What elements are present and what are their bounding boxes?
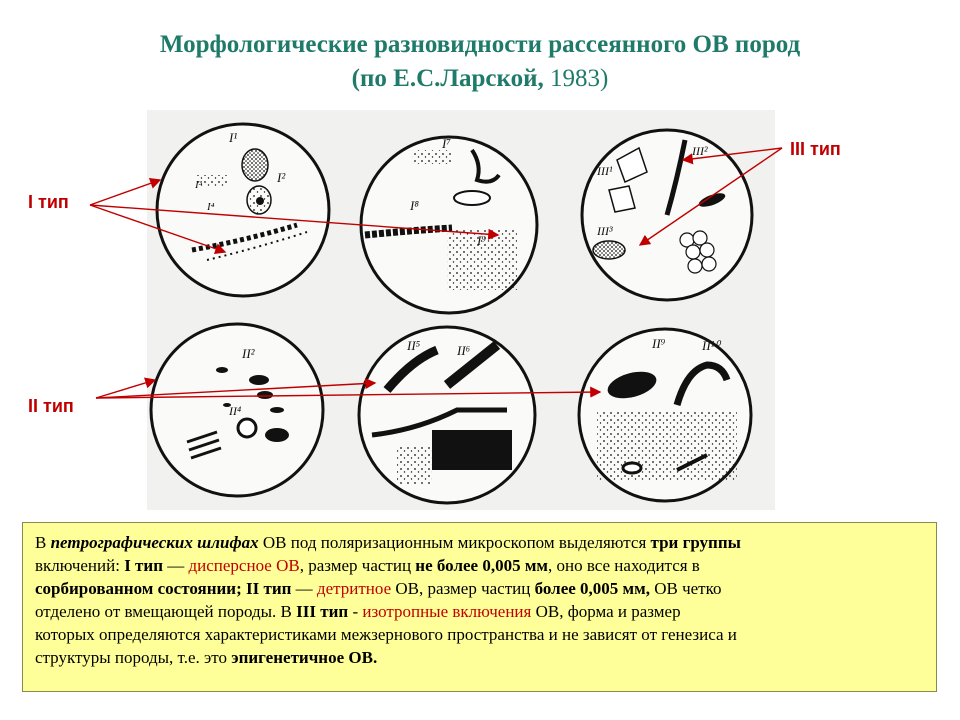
caption-emphasis: петрографических шлифах [50, 533, 259, 552]
circle-1-label-3: I³ [195, 179, 202, 191]
circle-4-label-4: II⁴ [229, 404, 242, 418]
caption-text: - [348, 602, 363, 621]
caption-highlight: изотропные включения [362, 602, 532, 621]
circle-4-label-2: II² [242, 346, 255, 361]
circle-2-label-9: I⁹ [477, 233, 486, 248]
caption-line-5: которых определяются характеристиками межзернового пространства и не зависят от генезиса и [35, 625, 737, 644]
caption-line-4 [35, 600, 926, 623]
caption-text: , оно все находится в [547, 556, 700, 575]
arrow-type1-a [90, 180, 160, 205]
circle-2-label-8: I⁸ [410, 198, 419, 213]
caption-highlight: детритное [316, 579, 392, 598]
caption-line-1 [35, 531, 926, 554]
circle-1-label-4: I⁴ [207, 201, 215, 213]
circle-3-label-3: III³ [597, 224, 613, 238]
label-type-2: II тип [28, 396, 74, 416]
caption-text: структуры породы, т.е. это [35, 648, 232, 667]
circle-6-label-10: II¹⁰ [702, 338, 720, 353]
caption-highlight: дисперсное ОВ [188, 556, 300, 575]
caption-line-6 [35, 646, 926, 669]
circle-1-label-2: I² [277, 170, 286, 185]
circle-2-label-7: I⁷ [442, 136, 451, 151]
caption-bold: не более 0,005 мм [415, 556, 548, 575]
circle-3-label-1: III¹ [597, 164, 613, 178]
circle-5-label-5: II⁵ [407, 338, 421, 353]
caption-text: В [35, 533, 51, 552]
circle-5-label-6: II⁶ [457, 343, 471, 358]
caption-text: , размер частиц [299, 556, 416, 575]
label-type-1: I тип [28, 192, 69, 212]
caption-text: ОВ, форма и размер [531, 602, 681, 621]
circle-1-label-1: I¹ [229, 130, 238, 145]
arrow-type1-c [90, 205, 225, 252]
caption-text: — [291, 579, 317, 598]
caption-text: — [163, 556, 189, 575]
caption-bold: три группы [650, 533, 741, 552]
label-type-3: III тип [790, 139, 841, 159]
caption-box [22, 522, 937, 692]
caption-bold: сорбированном состоянии; II тип [35, 579, 292, 598]
caption-line-3 [35, 577, 926, 600]
caption-line-2 [35, 554, 926, 577]
caption-text: ОВ под поляризационным микроскопом выделяются [258, 533, 651, 552]
caption-bold: более 0,005 мм, [534, 579, 650, 598]
title-author: (по Е.С.Ларской, [351, 65, 544, 92]
title-year: 1983) [550, 65, 609, 92]
caption-text: отделено от вмещающей породы. В [35, 602, 297, 621]
arrow-type1-b [90, 205, 498, 235]
caption-text: включений: [35, 556, 125, 575]
caption-bold: эпигенетичное ОВ. [231, 648, 378, 667]
circle-3-label-2: III² [692, 144, 708, 158]
caption-bold: I тип [124, 556, 163, 575]
title-line-1: Морфологические разновидности рассеянного ОВ пород [159, 31, 801, 58]
arrow-type3-b [640, 148, 782, 245]
caption-text: ОВ, размер частиц [391, 579, 535, 598]
circle-6-label-9: II⁹ [652, 336, 666, 351]
caption-text: ОВ четко [649, 579, 722, 598]
caption-bold: III тип [296, 602, 349, 621]
arrow-type2-c [96, 392, 600, 398]
